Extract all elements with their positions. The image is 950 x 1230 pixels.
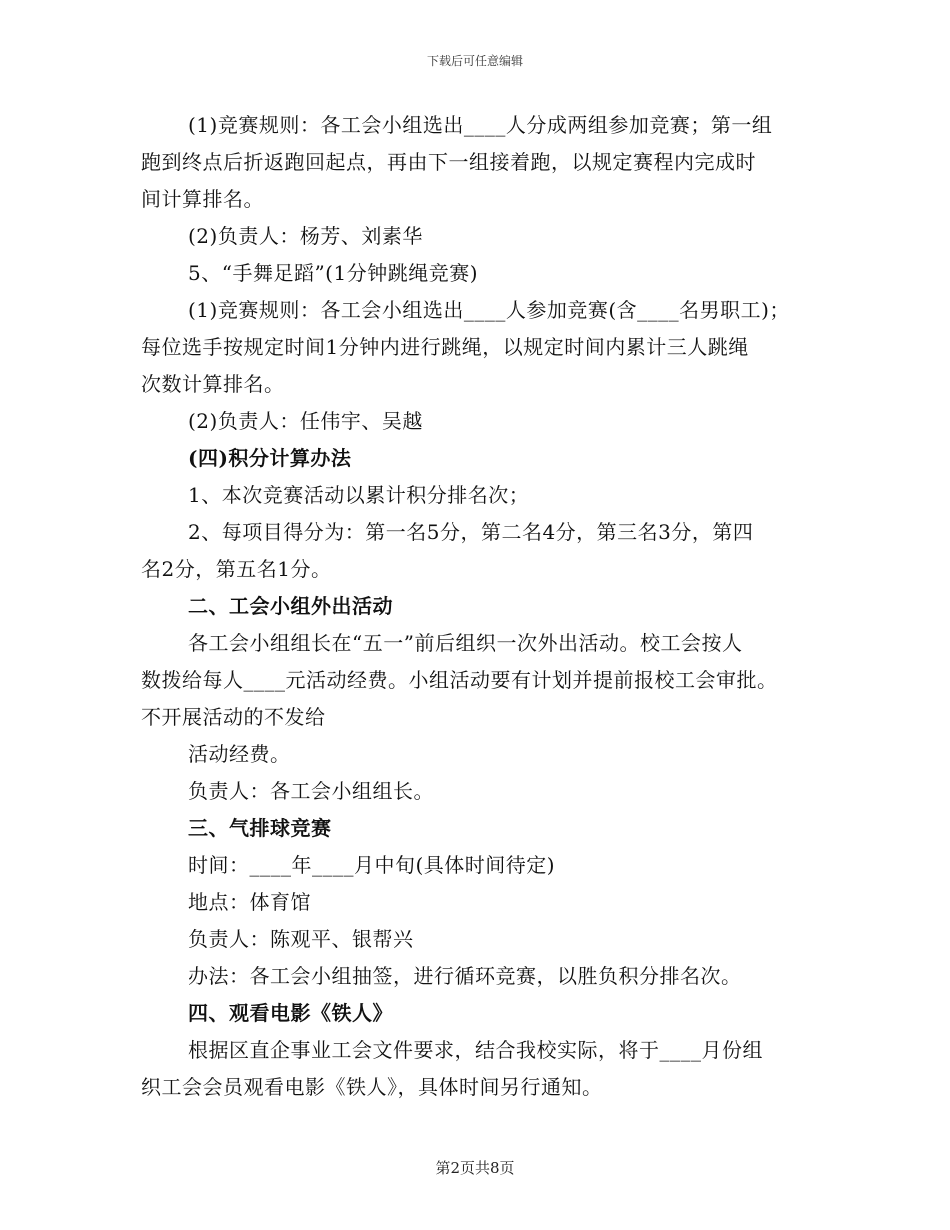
text-line: 跑到终点后折返跑回起点，再由下一组接着跑，以规定赛程内完成时: [141, 150, 756, 174]
text-line: 织工会会员观看电影《铁人》，具体时间另行通知。: [141, 1075, 603, 1099]
section-heading: 四、观看电影《铁人》: [188, 1001, 393, 1025]
text-line: 办法：各工会小组抽签，进行循环竞赛，以胜负积分排名次。: [188, 964, 742, 988]
text-line: 根据区直企事业工会文件要求，结合我校实际，将于____月份组: [188, 1038, 763, 1062]
text-line: 5、“手舞足蹈”(1分钟跳绳竞赛): [188, 261, 479, 285]
text-line: 地点：体育馆: [188, 890, 311, 914]
text-line: 负责人：各工会小组组长。: [188, 779, 434, 803]
text-line: 各工会小组组长在“五一”前后组织一次外出活动。校工会按人: [188, 631, 743, 655]
text-line: 名2分，第五名1分。: [141, 557, 332, 581]
text-line: 不开展活动的不发给: [141, 705, 326, 729]
text-line: (2)负责人：杨芳、刘素华: [188, 224, 423, 248]
text-line: 活动经费。: [188, 742, 291, 766]
section-heading: 三、气排球竞赛: [188, 816, 332, 840]
text-line: (1)竞赛规则：各工会小组选出____人分成两组参加竞赛；第一组: [188, 113, 773, 137]
text-line: 间计算排名。: [141, 187, 264, 211]
section-heading: 二、工会小组外出活动: [188, 594, 393, 618]
page-header: 下载后可任意编辑: [426, 54, 523, 68]
text-line: 1、本次竞赛活动以累计积分排名次；: [188, 483, 530, 507]
document-body: [141, 107, 813, 1106]
page-number: 第2页共8页: [435, 1159, 515, 1177]
text-line: (2)负责人：任伟宇、吴越: [188, 409, 423, 433]
text-line: (1)竞赛规则：各工会小组选出____人参加竞赛(含____名男职工)；: [188, 298, 790, 322]
text-line: 每位选手按规定时间1分钟内进行跳绳，以规定时间内累计三人跳绳: [141, 335, 749, 359]
text-line: 负责人：陈观平、银帮兴: [188, 927, 414, 951]
section-heading: (四)积分计算办法: [188, 446, 352, 470]
text-line: 数拨给每人____元活动经费。小组活动要有计划并提前报校工会审批。: [141, 668, 778, 692]
text-line: 2、每项目得分为：第一名5分，第二名4分，第三名3分，第四: [188, 520, 754, 544]
text-line: 次数计算排名。: [141, 372, 285, 396]
text-line: 时间：____年____月中旬(具体时间待定): [188, 853, 556, 877]
